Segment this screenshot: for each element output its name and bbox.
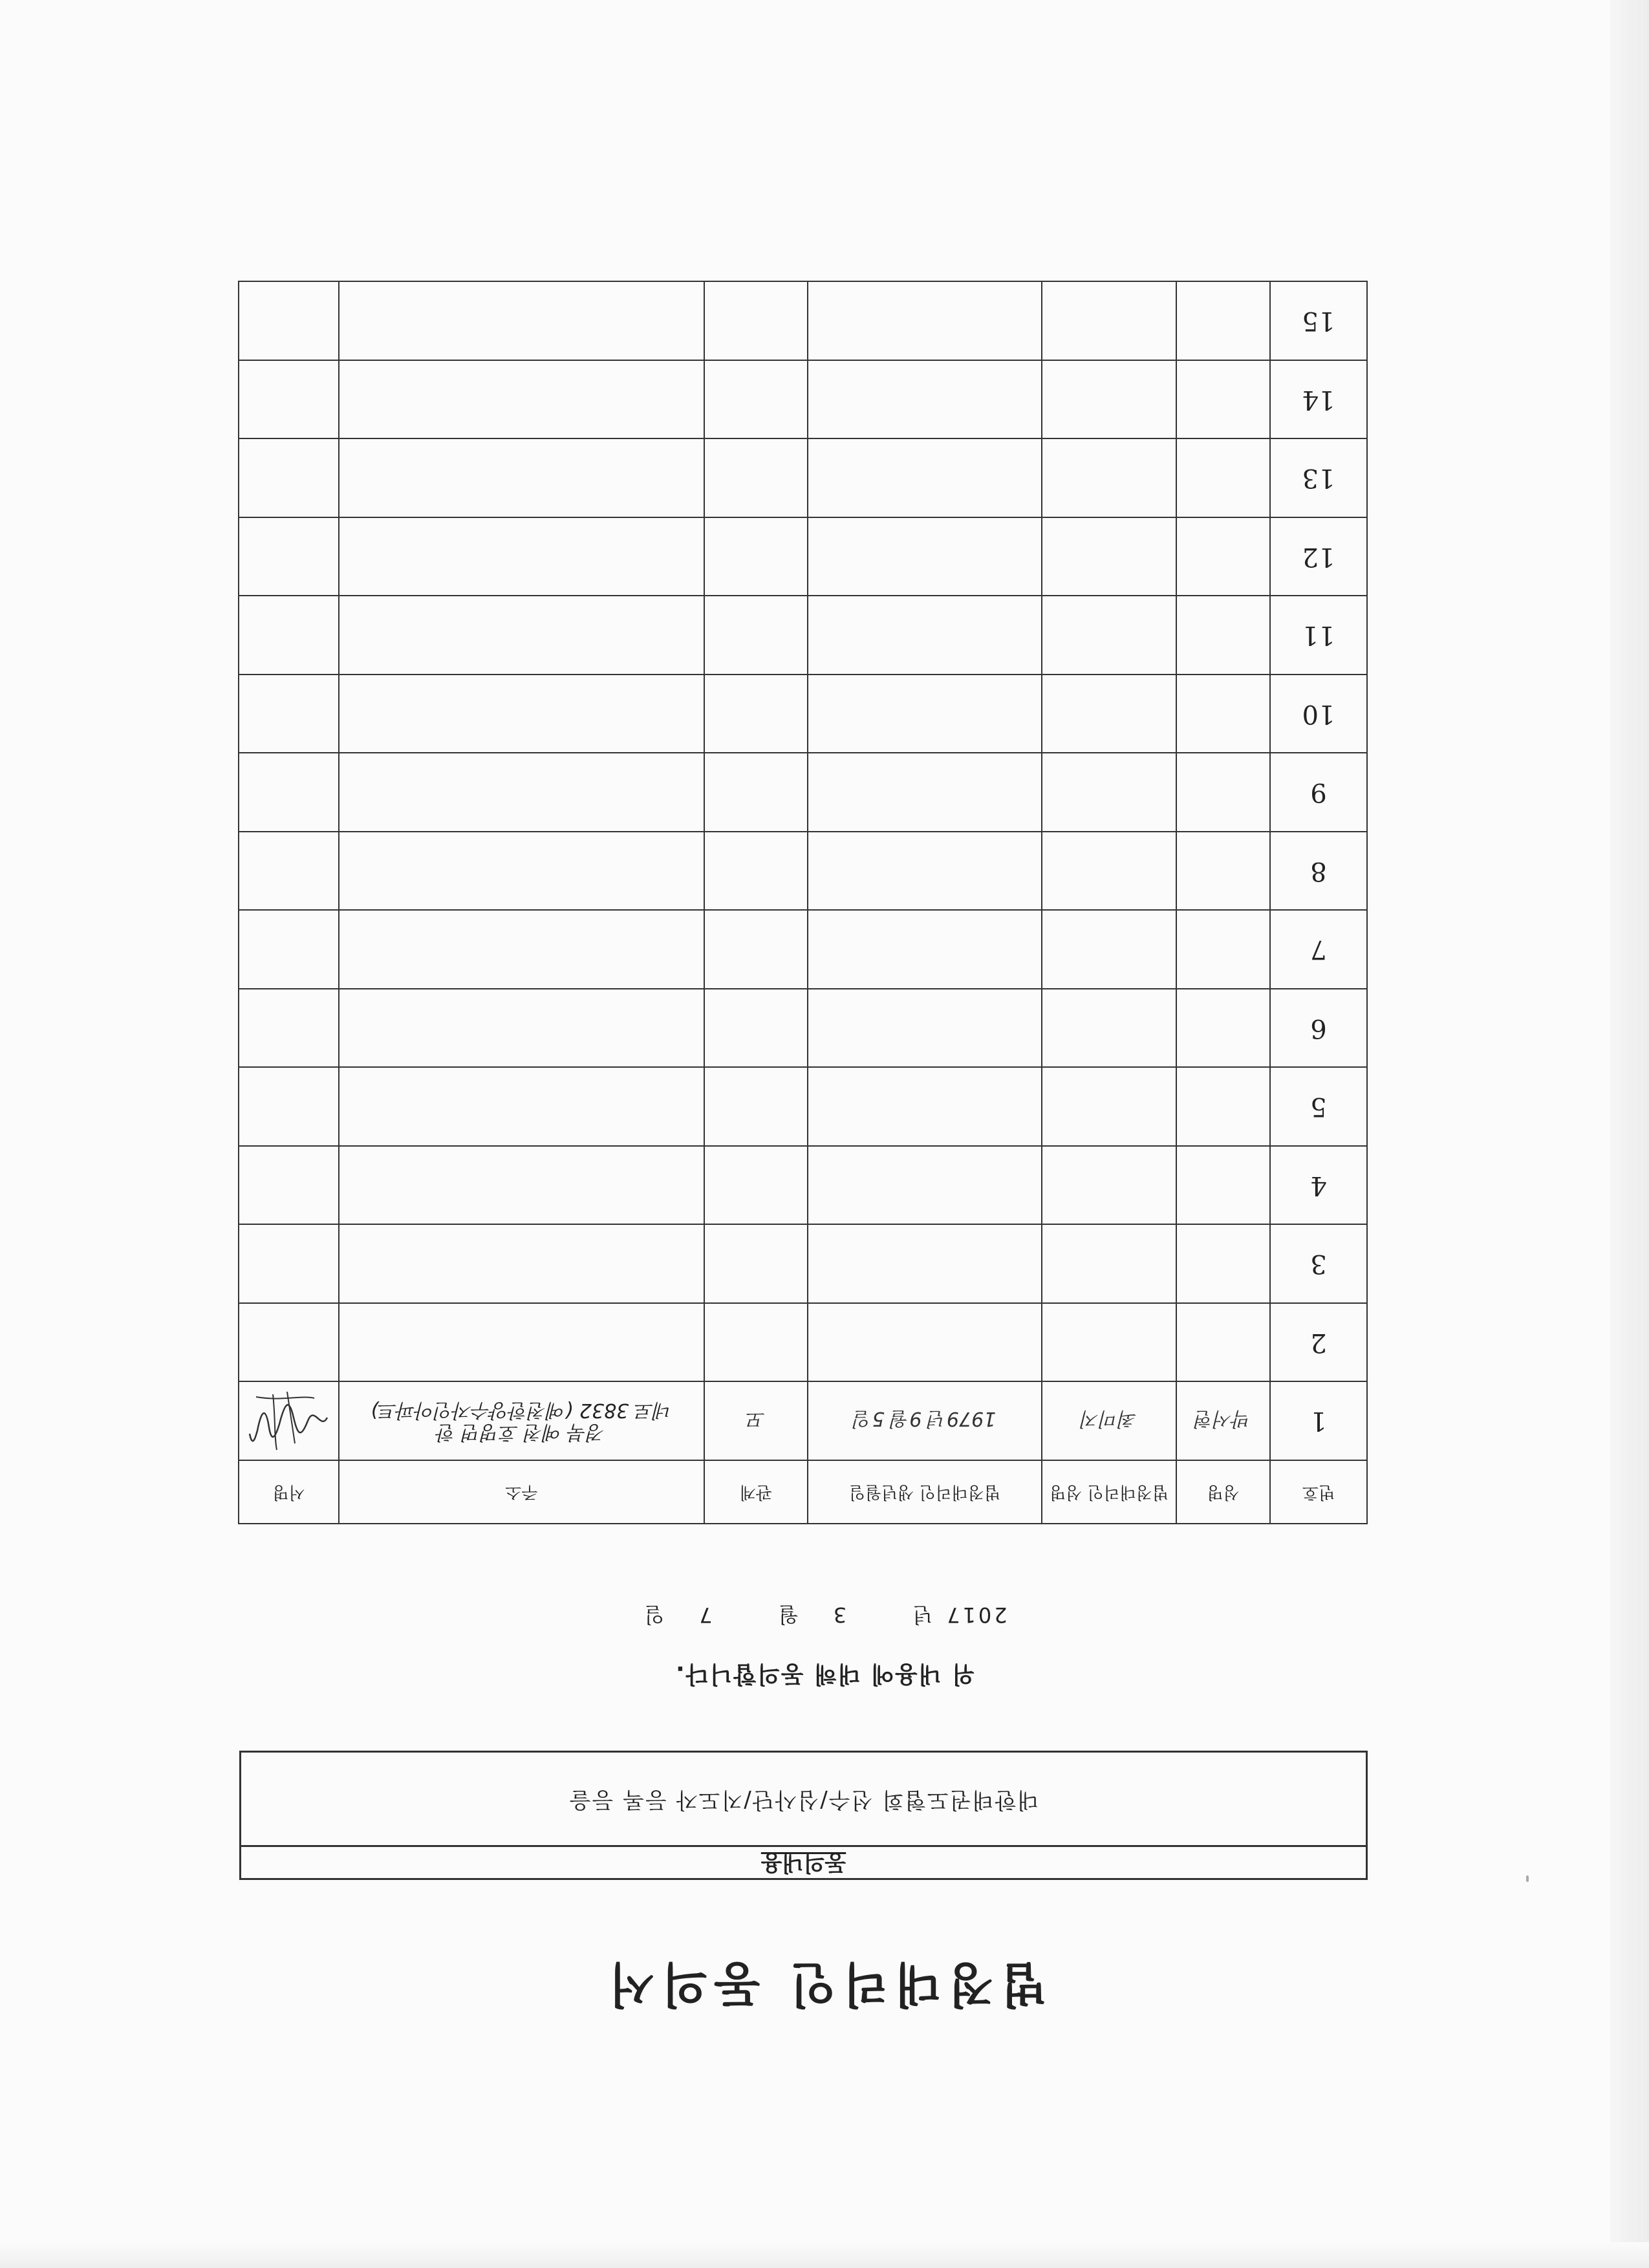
row-cell [239,439,339,518]
row-cell [1176,1068,1270,1147]
row-cell [704,911,808,989]
row-address-line1: 경북 예천 호명면 한 [437,1421,606,1444]
date-year [910,1601,1007,1631]
row-no: 13 [1270,439,1367,518]
row-cell [1176,282,1270,361]
row-cell [1176,360,1270,439]
row-no: 3 [1270,1225,1367,1304]
table-header-row [239,1460,1367,1524]
row-cell [1042,989,1176,1068]
row-cell [808,1146,1042,1225]
row-cell [704,832,808,911]
table-row [239,282,1367,361]
row-cell [808,1068,1042,1147]
table-row [239,911,1367,989]
row-cell [239,596,339,675]
row-cell [339,1146,704,1225]
table-row [239,517,1367,596]
table-row [239,596,1367,675]
date-month [776,1601,846,1631]
row-no: 1 [1270,1382,1367,1461]
table-row [239,832,1367,911]
row-cell [1176,1303,1270,1382]
row-cell [1042,1146,1176,1225]
row-name: 박서현 [1176,1382,1270,1461]
row-cell [239,282,339,361]
row-cell [339,911,704,989]
header-guardian-birth: 법정대리인 생년월일 [808,1460,1042,1524]
row-cell [1176,596,1270,675]
row-cell [1176,1225,1270,1304]
row-cell [239,1068,339,1147]
row-no: 8 [1270,832,1367,911]
row-cell [1176,989,1270,1068]
header-no: 번호 [1270,1460,1367,1524]
row-cell [808,753,1042,832]
row-address [339,1382,704,1461]
row-no: 12 [1270,517,1367,596]
row-cell [704,675,808,753]
row-no: 5 [1270,1068,1367,1147]
date-year-unit: 년 [910,1603,933,1627]
table-row [239,753,1367,832]
consent-header: 동의내용 [241,1845,1366,1878]
row-no: 7 [1270,911,1367,989]
row-cell [339,989,704,1068]
row-cell [704,282,808,361]
row-cell [704,517,808,596]
row-cell [1176,753,1270,832]
row-cell [1042,1303,1176,1382]
row-cell [808,989,1042,1068]
row-cell [1042,517,1176,596]
row-cell [808,517,1042,596]
row-no: 15 [1270,282,1367,361]
header-name: 성명 [1176,1460,1270,1524]
row-cell [1042,1225,1176,1304]
row-cell [339,832,704,911]
row-cell [808,282,1042,361]
row-no: 4 [1270,1146,1367,1225]
row-cell [339,753,704,832]
row-cell [239,360,339,439]
row-cell [1176,1146,1270,1225]
row-cell [239,753,339,832]
row-cell [1042,832,1176,911]
row-cell [808,1225,1042,1304]
row-cell [1176,832,1270,911]
row-address-line2: 네로 3832 (예천한양수자인아파트) [371,1399,673,1422]
row-cell [1176,675,1270,753]
date-year-value: 2017 [944,1603,1008,1627]
row-cell [239,675,339,753]
row-cell [704,1303,808,1382]
row-cell [339,1225,704,1304]
header-relation: 관계 [704,1460,808,1524]
row-cell [1042,753,1176,832]
row-cell [339,439,704,518]
date-month-unit: 월 [775,1603,799,1627]
row-cell [704,360,808,439]
row-cell [339,596,704,675]
row-cell [239,989,339,1068]
row-cell [808,360,1042,439]
row-cell [1042,282,1176,361]
row-cell [239,1303,339,1382]
row-cell [704,989,808,1068]
row-cell [808,675,1042,753]
row-cell [1042,439,1176,518]
row-cell [239,517,339,596]
table-row [239,360,1367,439]
row-cell [808,911,1042,989]
row-no: 2 [1270,1303,1367,1382]
date-month-value: 3 [830,1603,847,1627]
row-relation: 모 [704,1382,808,1461]
date-day [641,1601,712,1631]
header-address: 주소 [339,1460,704,1524]
row-cell [1176,911,1270,989]
header-signature: 서명 [239,1460,339,1524]
row-cell [1042,360,1176,439]
row-cell [808,439,1042,518]
table-row [239,1068,1367,1147]
row-cell [239,832,339,911]
table-row [239,989,1367,1068]
table-row [239,1225,1367,1304]
row-cell [704,1146,808,1225]
row-cell [339,1303,704,1382]
row-guardian-name: 최미지 [1042,1382,1176,1461]
handwritten-signature [244,1385,334,1456]
row-cell [808,596,1042,675]
table-row [239,1303,1367,1382]
table-row [239,439,1367,518]
row-cell [1042,911,1176,989]
agree-statement: 위 내용에 대해 동의합니다. [674,1661,975,1687]
row-cell [339,282,704,361]
row-cell [1042,1068,1176,1147]
row-cell [239,911,339,989]
table-row [239,675,1367,753]
row-cell [808,1303,1042,1382]
row-no: 9 [1270,753,1367,832]
row-cell [239,1225,339,1304]
row-no: 6 [1270,989,1367,1068]
guardian-table [238,281,1368,1525]
row-cell [704,439,808,518]
consent-text: 대한태권도협회 선수/심사단/지도자 등록 등을 [568,1787,1039,1813]
row-cell [704,1225,808,1304]
row-signature [239,1382,339,1461]
row-cell [808,832,1042,911]
date-line [0,1601,1649,1631]
row-cell [339,675,704,753]
table-row [239,1146,1367,1225]
date-day-unit: 일 [641,1603,665,1627]
row-cell [239,1146,339,1225]
table-row [239,1382,1367,1461]
row-no: 14 [1270,360,1367,439]
row-guardian-birth: 1979년 9월 5일 [808,1382,1042,1461]
row-cell [339,360,704,439]
document-title: 법정대리인 동의서 [602,1956,1047,2012]
row-cell [339,517,704,596]
header-guardian-name: 법정대리인 성명 [1042,1460,1176,1524]
row-cell [1176,517,1270,596]
row-cell [339,1068,704,1147]
row-cell [704,1068,808,1147]
row-cell [1042,596,1176,675]
consent-box [239,1751,1368,1880]
row-cell [1176,439,1270,518]
row-no: 11 [1270,596,1367,675]
row-cell [704,753,808,832]
date-day-value: 7 [696,1603,713,1627]
row-no: 10 [1270,675,1367,753]
row-cell [1042,675,1176,753]
row-cell [704,596,808,675]
